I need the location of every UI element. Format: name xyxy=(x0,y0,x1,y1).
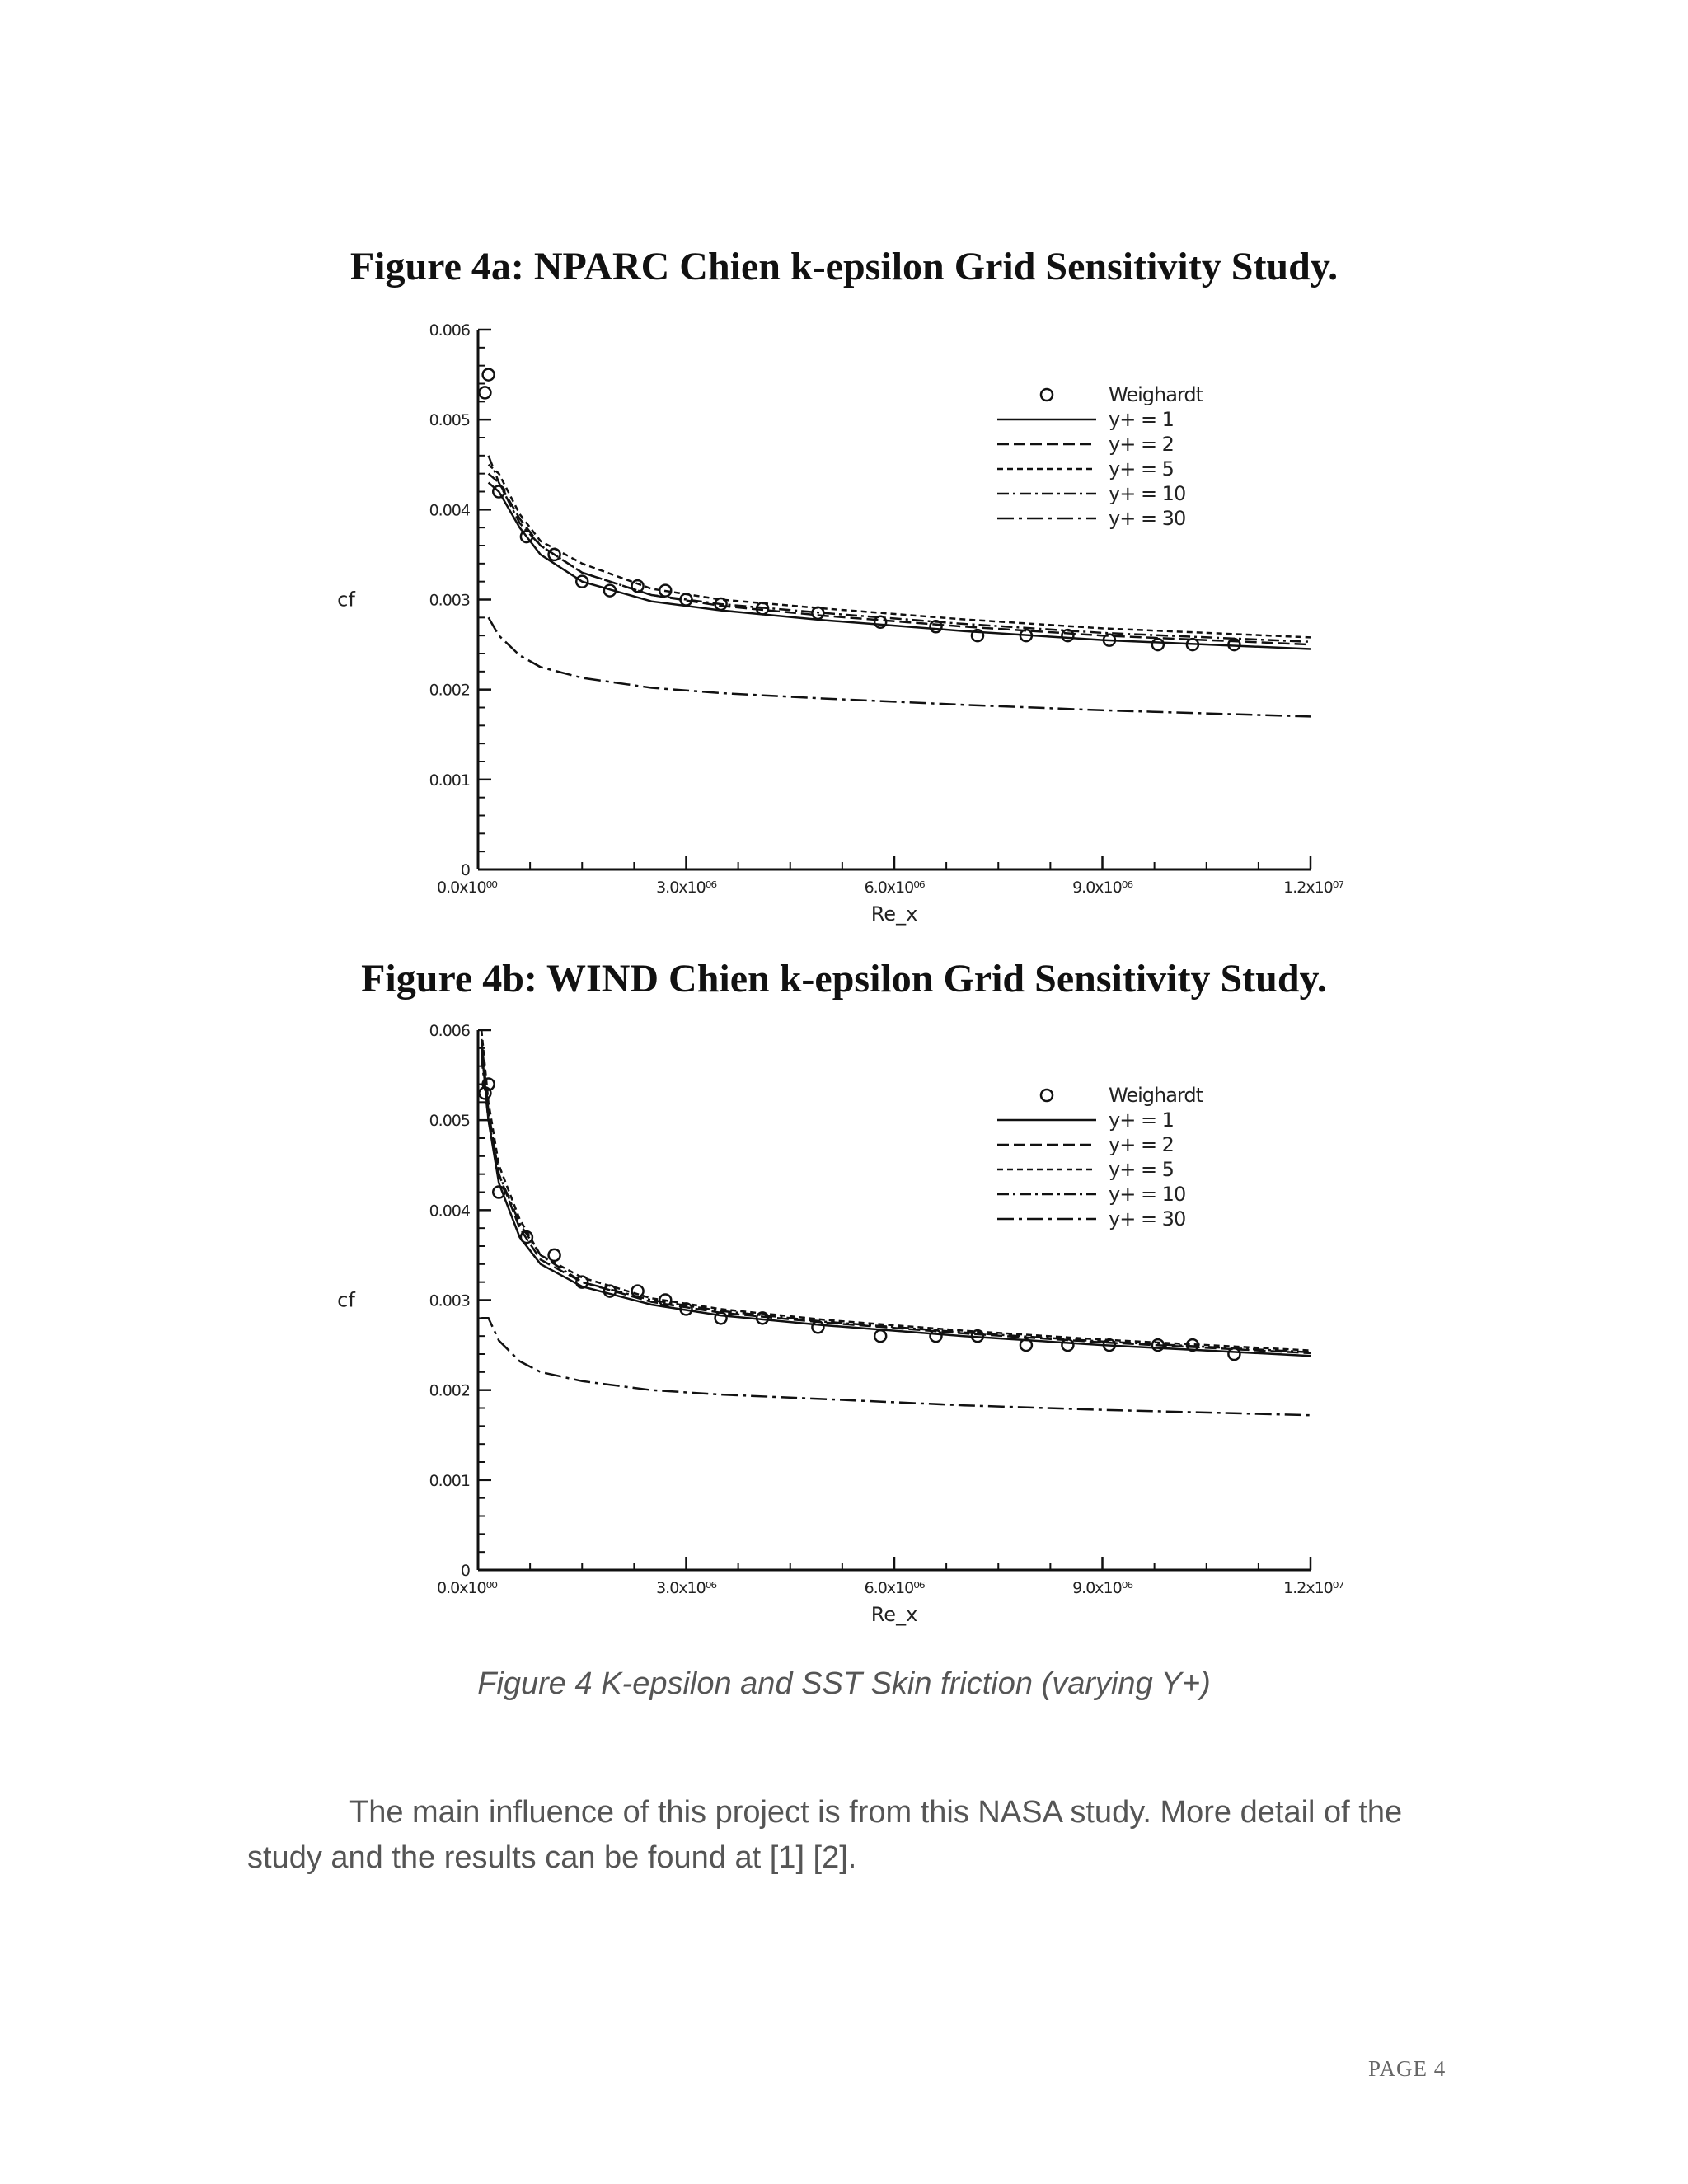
y-tick-label: 0.005 xyxy=(429,1112,470,1131)
legend-marker-weighardt xyxy=(1041,389,1053,401)
series-line-3 xyxy=(481,1030,1311,1351)
weighardt-data-point xyxy=(812,1321,823,1333)
x-axis-label: Re_x xyxy=(870,902,918,926)
series-line-4 xyxy=(489,456,1311,642)
y-tick-label: 0.004 xyxy=(429,501,470,520)
figure-caption: Figure 4 K-epsilon and SST Skin friction (varying Y+) xyxy=(477,1666,1211,1701)
x-tick-label: 3.0x10⁰⁶ xyxy=(656,879,716,897)
legend-entry: y+ = 2 xyxy=(1109,1133,1174,1156)
y-tick-label: 0.001 xyxy=(429,1471,470,1490)
y-tick-label: 0.003 xyxy=(429,591,470,610)
legend-entry: y+ = 10 xyxy=(1109,1183,1186,1206)
y-tick-label: 0.006 xyxy=(429,1022,470,1040)
legend-entry: Weighardt xyxy=(1109,383,1203,406)
y-tick-label: 0 xyxy=(460,1562,470,1580)
weighardt-data-point xyxy=(1152,639,1164,650)
x-tick-label: 9.0x10⁰⁶ xyxy=(1072,879,1132,897)
x-tick-label: 6.0x10⁰⁶ xyxy=(864,1579,925,1597)
legend-entry: y+ = 30 xyxy=(1109,1207,1186,1230)
legend-entry: y+ = 5 xyxy=(1109,1158,1174,1181)
y-tick-label: 0.001 xyxy=(429,771,470,790)
series-line-5 xyxy=(481,1318,1311,1415)
y-tick-label: 0.002 xyxy=(429,681,470,700)
body-paragraph: The main influence of this project is from this NASA study. More detail of the study and the results can be found at [1] [2]. xyxy=(247,1795,1403,1875)
chart-4b xyxy=(313,1010,1385,1652)
x-tick-label: 1.2x10⁰⁷ xyxy=(1283,1579,1343,1597)
figure-4b-title: Figure 4b: WIND Chien k-epsilon Grid Sensitivity Study. xyxy=(361,957,1327,1001)
x-tick-label: 3.0x10⁰⁶ xyxy=(656,1579,716,1597)
y-axis-label: cf xyxy=(337,1288,355,1312)
weighardt-data-point xyxy=(874,1330,886,1342)
legend-entry: y+ = 10 xyxy=(1109,482,1186,505)
page-number: PAGE 4 xyxy=(1368,2056,1447,2081)
y-tick-label: 0 xyxy=(460,861,470,879)
x-tick-label: 1.2x10⁰⁷ xyxy=(1283,879,1343,897)
weighardt-data-point xyxy=(483,369,495,381)
legend-entry: y+ = 1 xyxy=(1109,1108,1174,1132)
legend-entry: y+ = 1 xyxy=(1109,408,1174,431)
y-axis-label: cf xyxy=(337,588,355,612)
chart-4a xyxy=(313,309,1385,952)
legend-entry: y+ = 30 xyxy=(1109,507,1186,530)
y-tick-label: 0.005 xyxy=(429,411,470,430)
x-tick-label: 6.0x10⁰⁶ xyxy=(864,879,925,897)
x-tick-label: 0.0x10⁰⁰ xyxy=(437,1579,497,1597)
legend-entry: y+ = 2 xyxy=(1109,433,1174,456)
x-tick-label: 0.0x10⁰⁰ xyxy=(437,879,497,897)
series-line-1 xyxy=(489,483,1311,649)
x-tick-label: 9.0x10⁰⁶ xyxy=(1072,1579,1132,1597)
y-tick-label: 0.002 xyxy=(429,1381,470,1400)
legend-entry: y+ = 5 xyxy=(1109,457,1174,480)
weighardt-data-point xyxy=(549,1249,560,1261)
figure-4a-title: Figure 4a: NPARC Chien k-epsilon Grid Sensitivity Study. xyxy=(349,245,1339,288)
legend-marker-weighardt xyxy=(1041,1090,1053,1101)
weighardt-data-point xyxy=(479,387,490,398)
legend-entry: Weighardt xyxy=(1109,1084,1203,1107)
y-tick-label: 0.006 xyxy=(429,321,470,340)
y-tick-label: 0.004 xyxy=(429,1202,470,1221)
x-axis-label: Re_x xyxy=(870,1603,918,1626)
y-tick-label: 0.003 xyxy=(429,1291,470,1310)
series-line-3 xyxy=(489,465,1311,638)
